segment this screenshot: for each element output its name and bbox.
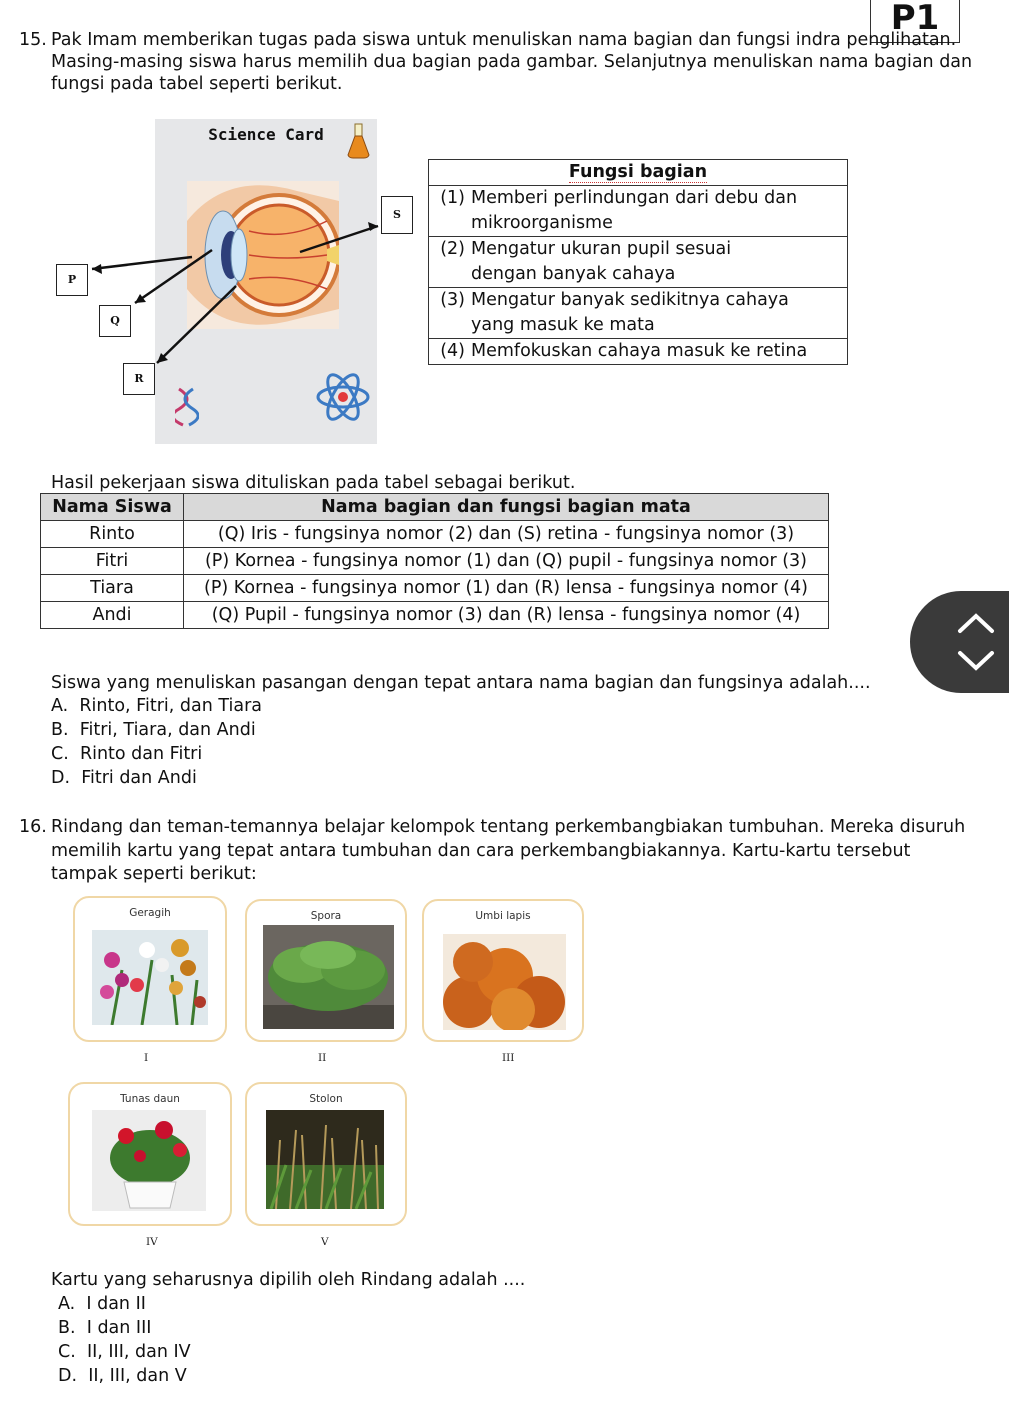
q15-option-a[interactable]: A. Rinto, Fitri, dan Tiara — [51, 696, 263, 716]
q15-intro-line3: fungsi pada tabel seperti berikut. — [51, 74, 343, 94]
fern-image — [263, 925, 394, 1029]
results-header-nama: Nama Siswa — [41, 494, 184, 521]
fungsi-row: (2) Mengatur ukuran pupil sesuai dengan banyak cahaya — [429, 237, 848, 288]
cell-jawaban: (P) Kornea - fungsinya nomor (1) dan (R) lensa - fungsinya nomor (4) — [184, 575, 829, 602]
q15-option-c[interactable]: C. Rinto dan Fitri — [51, 744, 203, 764]
card-title: Tunas daun — [120, 1093, 180, 1105]
fungsi-header: Fungsi bagian — [429, 160, 848, 186]
card-roman-4: IV — [146, 1236, 158, 1248]
cell-nama: Fitri — [41, 548, 184, 575]
results-header-bagian: Nama bagian dan fungsi bagian mata — [184, 494, 829, 521]
q16-option-b[interactable]: B. I dan III — [58, 1318, 152, 1338]
cell-jawaban: (Q) Pupil - fungsinya nomor (3) dan (R) lensa - fungsinya nomor (4) — [184, 602, 829, 629]
table-row — [41, 548, 829, 575]
grass-image — [266, 1110, 384, 1209]
q16-question: Kartu yang seharusnya dipilih oleh Rindang adalah .... — [51, 1270, 526, 1290]
q16-intro-line3: tampak seperti berikut: — [51, 864, 257, 884]
card-title: Stolon — [309, 1093, 343, 1105]
plant-card-1 — [73, 896, 227, 1042]
card-title: Spora — [310, 910, 342, 922]
hasil-intro: Hasil pekerjaan siswa dituliskan pada tabel sebagai berikut. — [51, 473, 576, 493]
page-tag: P1 — [870, 0, 960, 43]
card-roman-5: V — [321, 1236, 329, 1248]
q16-option-c[interactable]: C. II, III, dan IV — [58, 1342, 191, 1362]
orchid-image — [92, 930, 208, 1025]
results-table — [40, 493, 829, 629]
fungsi-row: (3) Mengatur banyak sedikitnya cahaya yang masuk ke mata — [429, 288, 848, 339]
cell-jawaban: (P) Kornea - fungsinya nomor (1) dan (Q) pupil - fungsinya nomor (3) — [184, 548, 829, 575]
q15-option-b[interactable]: B. Fitri, Tiara, dan Andi — [51, 720, 256, 740]
q16-option-d[interactable]: D. II, III, dan V — [58, 1366, 187, 1386]
table-row — [41, 521, 829, 548]
onion-image — [443, 934, 566, 1030]
plant-card-3 — [422, 899, 584, 1042]
label-p: P — [56, 264, 88, 296]
rose-image — [92, 1110, 206, 1211]
label-r: R — [123, 363, 155, 395]
fungsi-table — [428, 159, 848, 365]
card-title: Umbi lapis — [475, 910, 531, 922]
label-q: Q — [99, 305, 131, 337]
table-row — [41, 575, 829, 602]
card-roman-2: II — [318, 1052, 327, 1064]
plant-card-4 — [68, 1082, 232, 1226]
card-roman-1: I — [144, 1052, 149, 1064]
cell-nama: Tiara — [41, 575, 184, 602]
q15-intro-line2: Masing-masing siswa harus memilih dua bagian pada gambar. Selanjutnya menuliskan nama bagian dan — [51, 52, 973, 72]
page-nav-widget — [910, 591, 1009, 693]
science-card-title: Science Card — [208, 125, 324, 144]
fungsi-row: (1) Memberi perlindungan dari debu dan mikroorganisme — [429, 186, 848, 237]
q15-number: 15. — [19, 30, 47, 50]
table-row — [41, 602, 829, 629]
q15-question: Siswa yang menuliskan pasangan dengan tepat antara nama bagian dan fungsinya adalah.... — [51, 673, 871, 693]
cell-nama: Andi — [41, 602, 184, 629]
q16-option-a[interactable]: A. I dan II — [58, 1294, 146, 1314]
pointer-lines — [0, 0, 440, 440]
chevron-down-icon[interactable] — [956, 649, 996, 673]
chevron-up-icon[interactable] — [956, 611, 996, 635]
q16-number: 16. — [19, 817, 47, 837]
cell-nama: Rinto — [41, 521, 184, 548]
q15-option-d[interactable]: D. Fitri dan Andi — [51, 768, 197, 788]
q16-intro-line2: memilih kartu yang tepat antara tumbuhan dan cara perkembangbiakannya. Kartu-kartu tersebut — [51, 841, 911, 861]
card-roman-3: III — [502, 1052, 515, 1064]
cell-jawaban: (Q) Iris - fungsinya nomor (2) dan (S) retina - fungsinya nomor (3) — [184, 521, 829, 548]
label-s: S — [381, 196, 413, 234]
card-title: Geragih — [129, 907, 171, 919]
plant-card-2 — [245, 899, 407, 1042]
plant-card-5 — [245, 1082, 407, 1226]
fungsi-row: (4) Memfokuskan cahaya masuk ke retina — [429, 339, 848, 365]
q15-intro-line1: Pak Imam memberikan tugas pada siswa untuk menuliskan nama bagian dan fungsi indra penglihatan. — [51, 30, 957, 50]
q16-intro-line1: Rindang dan teman-temannya belajar kelompok tentang perkembangbiakan tumbuhan. Mereka disuruh — [51, 817, 966, 837]
